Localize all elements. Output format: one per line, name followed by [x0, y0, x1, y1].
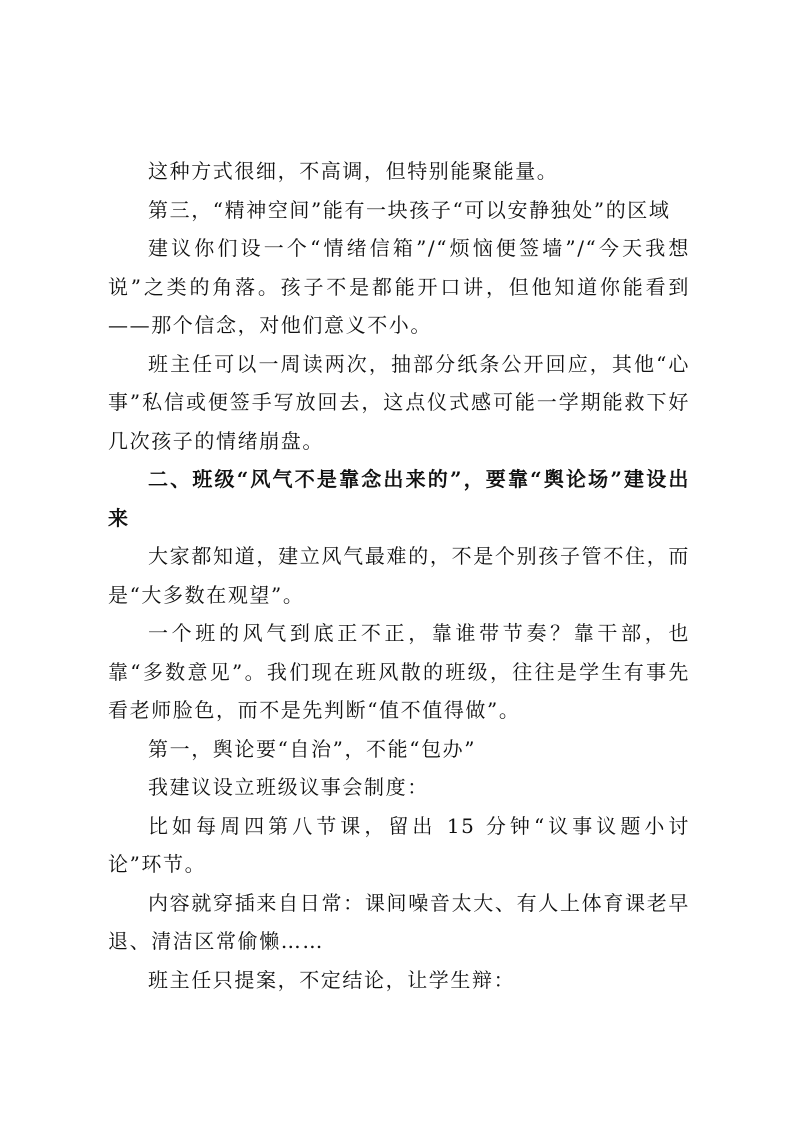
paragraph-thursday-session: 比如每周四第八节课，留出 15 分钟“议事议题小讨论”环节。	[108, 813, 690, 876]
paragraph-council-proposal: 我建议设立班级议事会制度：	[148, 775, 429, 799]
section-heading-class-atmosphere: 二、班级“风气不是靠念出来的”，要靠“舆论场”建设出来	[108, 467, 690, 530]
paragraph-majority-watching: 大家都知道，建立风气最难的，不是个别孩子管不住，而是“大多数在观望”。	[108, 544, 690, 607]
paragraph-teacher-response: 班主任可以一周读两次，抽部分纸条公开回应，其他“心事”私信或便签手写放回去，这点仪式感可能一学期能救下好几次孩子的情绪崩盘。	[108, 351, 690, 453]
paragraph-first-point: 第一，舆论要“自治”，不能“包办”	[148, 736, 477, 761]
paragraph-who-leads: 一个班的风气到底正不正，靠谁带节奏？靠干部，也靠“多数意见”。我们现在班风散的班级，往往是学生有事先看老师脸色，而不是先判断“值不值得做”。	[108, 621, 690, 722]
paragraph-emotion-mailbox: 建议你们设一个“情绪信箱”/“烦恼便签墙”/“今天我想说”之类的角落。孩子不是都能开口讲，但他知道你能看到——那个信念，对他们意义不小。	[108, 236, 690, 337]
paragraph-daily-topics: 内容就穿插来自日常：课间噪音太大、有人上体育课老早退、清洁区常偷懒……	[108, 890, 690, 953]
paragraph-students-debate: 班主任只提案，不定结论，让学生辩：	[148, 967, 516, 992]
document-body	[108, 152, 690, 999]
paragraph-third-point: 第三，“精神空间”能有一块孩子“可以安静独处”的区域	[148, 197, 671, 222]
paragraph-energy: 这种方式很细，不高调，但特别能聚能量。	[148, 159, 559, 183]
